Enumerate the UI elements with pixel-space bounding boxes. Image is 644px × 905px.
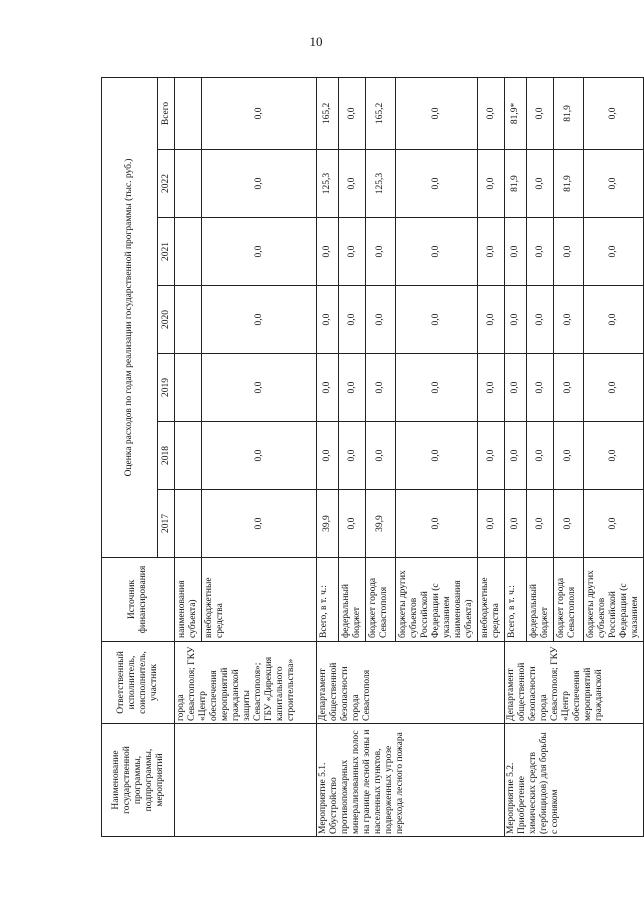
exec-cell: Департамент общественной безопасности города Севастополя — [317, 642, 505, 724]
exec-cell: Департамент общественной безопасности города Севастополя; ГКУ «Центр обеспечения мероприятий гражданской — [505, 642, 644, 724]
value-cell: 81,9* — [505, 77, 527, 149]
value-cell: 0,0 — [317, 218, 339, 286]
header-name: Наименование государственной программы, подпрограммы, мероприятий — [102, 724, 175, 837]
header-estimate: Оценка расходов по годам реализации государственной программы (тыс. руб.) — [102, 77, 158, 557]
value-cell: 0,0 — [554, 354, 584, 422]
source-cell: внебюджетные средства — [478, 558, 505, 642]
value-cell — [175, 422, 202, 490]
header-year: 2022 — [158, 150, 175, 218]
value-cell: 165,2 — [366, 77, 396, 149]
header-year: 2018 — [158, 422, 175, 490]
value-cell — [175, 286, 202, 354]
value-cell: 0,0 — [317, 286, 339, 354]
value-cell: 0,0 — [478, 150, 505, 218]
value-cell: 0,0 — [202, 354, 317, 422]
value-cell: 0,0 — [554, 490, 584, 558]
page-number: 10 — [309, 34, 323, 49]
source-cell: федеральный бюджет — [339, 558, 366, 642]
value-cell: 165,2 — [317, 77, 339, 149]
value-cell: 0,0 — [527, 218, 554, 286]
value-cell — [175, 218, 202, 286]
value-cell: 0,0 — [317, 354, 339, 422]
value-cell: 0,0 — [396, 218, 478, 286]
header-year: 2017 — [158, 490, 175, 558]
value-cell — [175, 490, 202, 558]
value-cell: 0,0 — [584, 490, 644, 558]
value-cell: 0,0 — [584, 218, 644, 286]
value-cell: 0,0 — [202, 422, 317, 490]
value-cell: 0,0 — [396, 490, 478, 558]
value-cell: 0,0 — [366, 354, 396, 422]
value-cell: 0,0 — [527, 150, 554, 218]
value-cell: 39,9 — [366, 490, 396, 558]
value-cell: 0,0 — [396, 422, 478, 490]
value-cell: 0,0 — [584, 77, 644, 149]
value-cell: 0,0 — [478, 77, 505, 149]
value-cell: 125,3 — [366, 150, 396, 218]
value-cell: 0,0 — [339, 422, 366, 490]
header-year: 2019 — [158, 354, 175, 422]
table-row — [175, 77, 202, 836]
value-cell: 0,0 — [554, 422, 584, 490]
value-cell: 0,0 — [339, 354, 366, 422]
source-cell: Всего, в т. ч.: — [505, 558, 527, 642]
value-cell: 0,0 — [505, 490, 527, 558]
source-cell: федеральный бюджет — [527, 558, 554, 642]
value-cell: 0,0 — [202, 77, 317, 149]
value-cell — [175, 150, 202, 218]
value-cell: 81,9 — [554, 77, 584, 149]
value-cell: 0,0 — [478, 354, 505, 422]
value-cell: 81,9 — [505, 150, 527, 218]
value-cell: 0,0 — [339, 286, 366, 354]
value-cell — [175, 354, 202, 422]
value-cell: 0,0 — [584, 286, 644, 354]
budget-table — [101, 77, 644, 837]
value-cell: 0,0 — [527, 286, 554, 354]
source-cell: наименования субъекта) — [175, 558, 202, 642]
table-row — [505, 77, 527, 836]
value-cell: 0,0 — [527, 77, 554, 149]
value-cell: 0,0 — [505, 354, 527, 422]
value-cell: 0,0 — [339, 150, 366, 218]
header-total: Всего — [158, 77, 175, 149]
value-cell: 0,0 — [366, 422, 396, 490]
value-cell: 0,0 — [366, 286, 396, 354]
value-cell: 0,0 — [505, 218, 527, 286]
value-cell: 0,0 — [366, 218, 396, 286]
value-cell: 81,9 — [554, 150, 584, 218]
value-cell: 0,0 — [396, 286, 478, 354]
source-cell: бюджет города Севастополя — [554, 558, 584, 642]
measure-name-cell: Мероприятие 5.2. Приобретение химических средств (гербицидов) для борьбы с сорняком — [505, 724, 644, 837]
value-cell: 0,0 — [584, 150, 644, 218]
measure-name-cell: Мероприятие 5.1. Обустройство противопожарных минерализованных полос на границе лесной зоны и населенных пунктов, подверженных угрозе перехода лесного пожара — [317, 724, 505, 837]
source-cell: бюджет города Севастополя — [366, 558, 396, 642]
value-cell: 0,0 — [478, 218, 505, 286]
value-cell: 0,0 — [478, 422, 505, 490]
header-year: 2020 — [158, 286, 175, 354]
header-exec: Ответственный исполнитель, соисполнитель, участник — [102, 642, 175, 724]
value-cell: 0,0 — [527, 422, 554, 490]
value-cell: 0,0 — [339, 490, 366, 558]
value-cell: 125,3 — [317, 150, 339, 218]
value-cell: 0,0 — [478, 490, 505, 558]
value-cell: 0,0 — [527, 354, 554, 422]
value-cell: 0,0 — [396, 354, 478, 422]
value-cell: 0,0 — [317, 422, 339, 490]
header-source: Источник финансирования — [102, 558, 175, 642]
value-cell: 0,0 — [396, 150, 478, 218]
table-row — [317, 77, 339, 836]
value-cell: 0,0 — [202, 286, 317, 354]
value-cell: 39,9 — [317, 490, 339, 558]
value-cell: 0,0 — [202, 218, 317, 286]
name-cell — [175, 724, 317, 837]
value-cell: 0,0 — [554, 218, 584, 286]
value-cell: 0,0 — [527, 490, 554, 558]
value-cell: 0,0 — [505, 286, 527, 354]
value-cell: 0,0 — [584, 422, 644, 490]
source-cell: бюджеты других субъектов Российской Федерации (с указанием наименования субъекта) — [396, 558, 478, 642]
header-year: 2021 — [158, 218, 175, 286]
value-cell: 0,0 — [584, 354, 644, 422]
source-cell: внебюджетные средства — [202, 558, 317, 642]
value-cell: 0,0 — [478, 286, 505, 354]
exec-cell: города Севастополя; ГКУ «Центр обеспечения мероприятий гражданской защиты Севастополя»; ГБУ «Дирекция капитального строительства» — [175, 642, 317, 724]
source-cell: Всего, в т. ч.: — [317, 558, 339, 642]
value-cell: 0,0 — [339, 218, 366, 286]
value-cell: 0,0 — [339, 77, 366, 149]
value-cell: 0,0 — [396, 77, 478, 149]
value-cell: 0,0 — [202, 150, 317, 218]
value-cell — [175, 77, 202, 149]
value-cell: 0,0 — [505, 422, 527, 490]
budget-table-rotated — [101, 78, 640, 837]
source-cell: бюджеты других субъектов Российской Федерации (с указанием — [584, 558, 644, 642]
value-cell: 0,0 — [554, 286, 584, 354]
value-cell: 0,0 — [202, 490, 317, 558]
